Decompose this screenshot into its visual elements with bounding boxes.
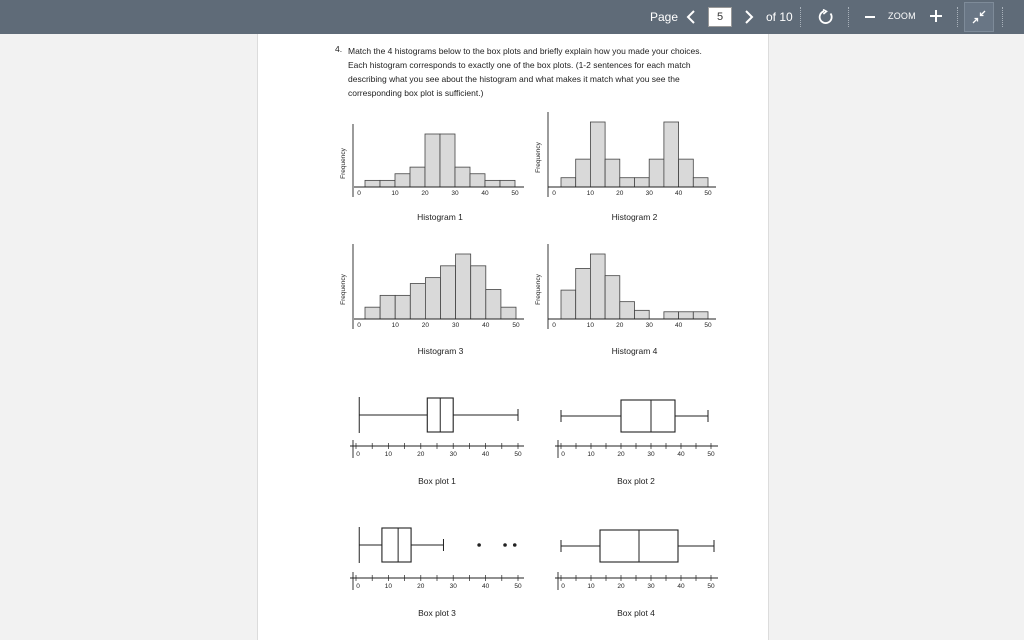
box-plot-1-tick-label-20: 20 — [417, 451, 425, 458]
histogram-1-tick-label-40: 40 — [481, 190, 489, 197]
histogram-3-bar — [365, 307, 380, 319]
histogram-4-bar — [590, 254, 605, 319]
histogram-2-tick-label-0: 0 — [552, 190, 556, 197]
box-plot-3-tick-label-40: 40 — [481, 583, 490, 590]
box-plot-1-title: Box plot 1 — [418, 476, 456, 486]
box-plot-2-title: Box plot 2 — [617, 476, 655, 486]
box-plot-2-tick-label-30: 30 — [647, 451, 655, 458]
histogram-2-tick-label-20: 20 — [616, 190, 624, 197]
box-plot-3-box — [382, 528, 411, 562]
histogram-4-title: Histogram 4 — [611, 346, 658, 356]
histogram-4-tick-label-20: 20 — [616, 322, 624, 329]
histogram-1-tick-label-0: 0 — [357, 190, 361, 197]
box-plot-2-tick-label-0: 0 — [561, 451, 565, 458]
histogram-1-title: Histogram 1 — [417, 212, 463, 222]
histogram-3-tick-label-0: 0 — [357, 322, 361, 329]
box-plot-1-tick-label-50: 50 — [514, 451, 522, 458]
histogram-3-bar — [456, 254, 471, 319]
box-plot-1-tick-label-10: 10 — [384, 451, 393, 458]
histogram-2-tick-label-40: 40 — [674, 190, 683, 197]
histogram-3-tick-label-20: 20 — [421, 322, 430, 329]
histogram-2-bar — [679, 159, 694, 187]
histogram-1-bar — [410, 167, 425, 187]
box-plot-3-tick-label-10: 10 — [384, 583, 393, 590]
box-plot-2-tick-label-50: 50 — [707, 451, 715, 458]
histogram-4-bar — [693, 312, 708, 319]
histogram-4-bar — [620, 302, 635, 319]
document-page — [257, 34, 769, 640]
histogram-1-bar — [395, 174, 410, 187]
histogram-1-bar — [455, 167, 470, 187]
box-plot-4-title: Box plot 4 — [617, 608, 655, 618]
histogram-2-bar — [590, 122, 605, 187]
histogram-3-bar — [425, 278, 440, 319]
histogram-1-bar — [440, 134, 455, 187]
histogram-1-bar — [365, 180, 380, 187]
histogram-2-y-label: Frequency — [535, 142, 542, 173]
zoom-label: ZOOM — [888, 11, 916, 21]
toolbar-divider — [957, 7, 958, 27]
pdf-toolbar — [0, 0, 1024, 34]
histogram-1-tick-label-20: 20 — [421, 190, 429, 197]
histogram-2-bar — [576, 159, 591, 187]
rotate-button[interactable] — [816, 7, 836, 27]
histogram-1-tick-label-10: 10 — [391, 190, 399, 197]
histogram-1-bar — [485, 180, 500, 187]
box-plot-3-tick-label-20: 20 — [417, 583, 425, 590]
chevron-left-icon — [686, 10, 696, 24]
box-plot-3-tick-label-30: 30 — [449, 583, 457, 590]
histogram-1-bar — [425, 134, 440, 187]
question-text: Match the 4 histograms below to the box plots and briefly explain how you made your choices. Each histogram corresponds to exactly one of the box plots. (1-2 sentences for each match describing what you see about the histogram and what makes it match what you see the corresponding box plot is sufficient.) — [348, 46, 702, 98]
histogram-4-bar — [679, 312, 694, 319]
histogram-3-tick-label-10: 10 — [391, 322, 399, 329]
question-number: 4. — [335, 44, 343, 54]
box-plot-1-tick-label-40: 40 — [481, 451, 490, 458]
histogram-3-title: Histogram 3 — [417, 346, 464, 356]
histogram-4-tick-label-40: 40 — [674, 322, 683, 329]
histogram-4-bar — [561, 290, 576, 319]
histogram-2-bar — [649, 159, 664, 187]
histogram-4-bar — [576, 268, 591, 319]
toolbar-divider — [1002, 7, 1003, 27]
histogram-2-tick-label-30: 30 — [645, 190, 653, 197]
minus-icon — [865, 12, 875, 22]
zoom-out-button[interactable] — [862, 7, 878, 27]
histogram-1-bar — [380, 180, 395, 187]
histogram-4-bar — [664, 312, 679, 319]
histogram-1-tick-label-50: 50 — [511, 190, 519, 197]
box-plot-4-tick-label-50: 50 — [707, 583, 715, 590]
chevron-right-icon — [744, 10, 754, 24]
histogram-2-bar — [605, 159, 620, 187]
figure-area — [258, 34, 768, 640]
box-plot-3-outlier-point — [477, 543, 481, 547]
histogram-4-bar — [635, 310, 650, 319]
histogram-3-bar — [471, 266, 486, 319]
box-plot-1-tick-label-0: 0 — [356, 451, 360, 458]
histogram-4-tick-label-0: 0 — [552, 322, 556, 329]
box-plot-4-tick-label-40: 40 — [677, 583, 685, 590]
histogram-1-bar — [470, 174, 485, 187]
plus-icon — [930, 10, 942, 22]
box-plot-3-outlier-point — [513, 543, 517, 547]
page-number-input[interactable] — [708, 7, 732, 27]
histogram-4-tick-label-10: 10 — [586, 322, 595, 329]
histogram-3-bar — [501, 307, 516, 319]
histogram-2-title: Histogram 2 — [611, 212, 658, 222]
box-plot-4-tick-label-10: 10 — [587, 583, 595, 590]
page-label: Page — [650, 10, 679, 24]
histogram-2-bar — [664, 122, 679, 187]
histogram-4-tick-label-30: 30 — [645, 322, 653, 329]
histogram-3-tick-label-50: 50 — [512, 322, 520, 329]
histogram-2-tick-label-50: 50 — [704, 190, 712, 197]
histogram-1-tick-label-30: 30 — [451, 190, 459, 197]
histogram-2-bar — [620, 178, 635, 187]
histogram-3-bar — [486, 289, 501, 319]
collapse-button[interactable] — [964, 2, 994, 32]
histogram-3-bar — [410, 284, 425, 319]
histogram-3-tick-label-30: 30 — [451, 322, 460, 329]
box-plot-1-tick-label-30: 30 — [449, 451, 457, 458]
histogram-1-y-label: Frequency — [340, 148, 347, 179]
histogram-2-bar — [635, 178, 650, 187]
histogram-3-bar — [395, 295, 410, 319]
histogram-3-bar — [441, 266, 456, 319]
histogram-1-bar — [500, 180, 515, 187]
histogram-2-tick-label-10: 10 — [586, 190, 595, 197]
histogram-2-bar — [693, 178, 708, 187]
box-plot-2-tick-label-20: 20 — [617, 451, 625, 458]
box-plot-4-tick-label-20: 20 — [617, 583, 625, 590]
box-plot-3-title: Box plot 3 — [418, 608, 456, 618]
histogram-4-tick-label-50: 50 — [704, 322, 712, 329]
box-plot-2-tick-label-10: 10 — [587, 451, 595, 458]
box-plot-3-outlier-point — [503, 543, 507, 547]
box-plot-4-tick-label-30: 30 — [647, 583, 655, 590]
histogram-4-bar — [605, 276, 620, 319]
rotate-icon — [818, 9, 834, 25]
collapse-icon — [972, 10, 986, 24]
box-plot-2-box — [621, 400, 675, 432]
histogram-3-bar — [380, 295, 395, 319]
toolbar-divider — [800, 7, 801, 27]
box-plot-2-tick-label-40: 40 — [677, 451, 685, 458]
box-plot-3-tick-label-50: 50 — [514, 583, 522, 590]
histogram-2-bar — [561, 178, 576, 187]
next-page-button[interactable] — [740, 7, 758, 27]
histogram-3-tick-label-40: 40 — [482, 322, 490, 329]
box-plot-4-tick-label-0: 0 — [561, 583, 565, 590]
box-plot-3-tick-label-0: 0 — [356, 583, 360, 590]
histogram-4-y-label: Frequency — [535, 274, 542, 305]
toolbar-divider — [848, 7, 849, 27]
prev-page-button[interactable] — [682, 7, 700, 27]
histogram-3-y-label: Frequency — [340, 274, 347, 305]
page-count-label: of 10 — [766, 10, 793, 24]
zoom-in-button[interactable] — [928, 6, 944, 26]
